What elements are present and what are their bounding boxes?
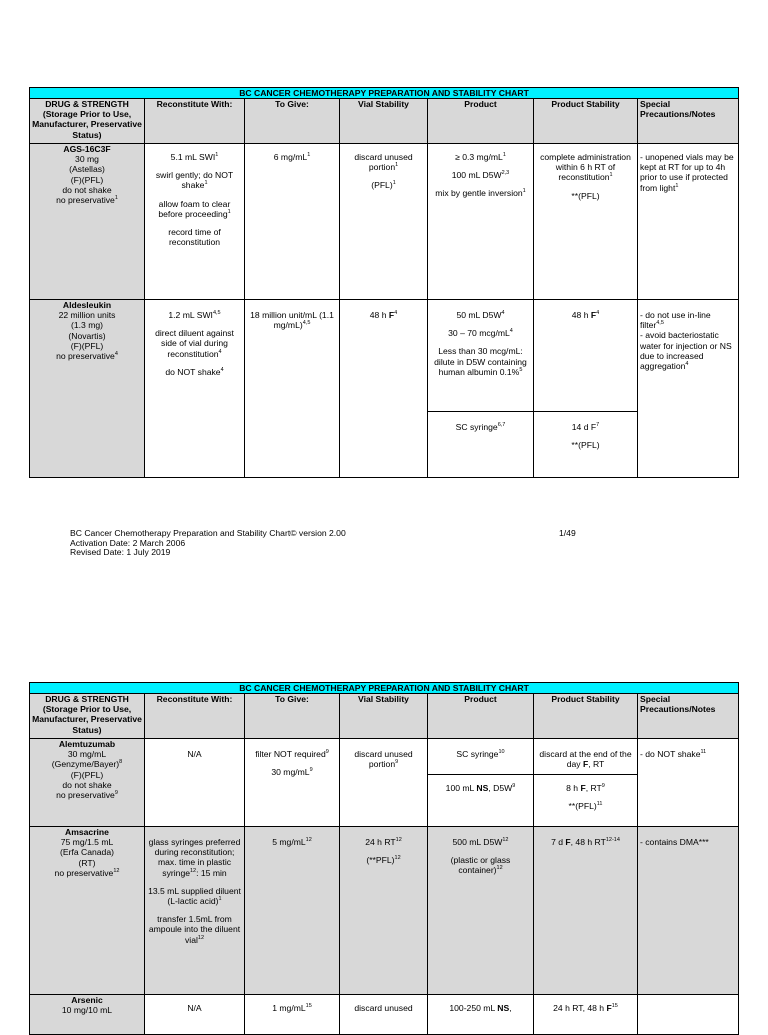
- footer-revised-date: Revised Date: 1 July 2019: [70, 547, 171, 558]
- vial-text: discard unused portion: [354, 152, 413, 173]
- footer-activation-date: Activation Date: 2 March 2006: [70, 537, 186, 548]
- product-cell: SC syringe$^{10}$: [428, 739, 534, 775]
- header-product-stability: Product Stability: [534, 694, 638, 739]
- notes-text: - unopened vials may be kept at RT for up to 4h prior to use if protected from light: [640, 152, 734, 193]
- drug-manufacturer: (Novartis): [68, 330, 106, 341]
- drug-strength: 30 mg: [75, 154, 99, 165]
- drug-strength: 10 mg/10 mL: [61, 1005, 113, 1016]
- product-cell: 50 mL $D5W^4$ 30 – 70 mcg/$mL^4$ Less than 30 mcg/mL: dilute in D5W containing human albumin 0.1%$^5$: [428, 300, 534, 412]
- stability-text: **(PFL): [571, 440, 600, 451]
- recon-text: N/A: [187, 749, 202, 759]
- drug-strength: (1.3 mg): [71, 320, 103, 331]
- table-row: [30, 739, 739, 775]
- vial-text: (PFL): [371, 180, 393, 191]
- notes-cell: - unopened vials may be kept at RT for up to 4h prior to use if protected from light$^1$: [638, 144, 739, 300]
- recon-text: do NOT shake: [165, 366, 221, 377]
- vial-text: (**PFL): [366, 855, 395, 866]
- product-text: SC syringe: [456, 749, 499, 759]
- stability-text: 7 d: [551, 837, 564, 847]
- drug-strength: 75 mg/1.5 mL: [60, 837, 114, 848]
- vial-cell: 48 h $F^4$: [340, 300, 428, 478]
- chart-table-page-2: [29, 682, 739, 1035]
- stability-text: **(PFL): [568, 801, 597, 812]
- reconstitute-cell: [145, 995, 245, 1035]
- header-vial-stability: Vial Stability: [340, 694, 428, 739]
- to-give-cell: 6 $mg/mL^1$: [245, 144, 340, 300]
- stability-text: **(PFL): [571, 190, 600, 201]
- to-give-cell: 5 $mg/mL^{12}$: [245, 827, 340, 995]
- reconstitute-cell: [145, 739, 245, 827]
- to-give-text: 6 mg/mL: [273, 152, 308, 162]
- drug-name: Aldesleukin: [62, 300, 112, 310]
- header-drug: DRUG & STRENGTH (Storage Prior to Use, Manufacturer, Preservative Status): [30, 99, 145, 144]
- drug-storage: (F)(PFL): [70, 769, 104, 780]
- recon-text: 5.1 mL SWI: [170, 152, 216, 162]
- product-cell: SC syringe$^{6,7}$: [428, 412, 534, 478]
- to-give-text: 5 mg/mL: [272, 837, 306, 847]
- stability-text: discard at the end of the day: [539, 749, 632, 770]
- vial-text: discard unused: [354, 1003, 413, 1013]
- product-cell: 500 mL $D5W^{12}$ (plastic or glass container)$^{12}$: [428, 827, 534, 995]
- reconstitute-cell: 1.2 mL SWI$^{4,5}$ direct diluent against side of vial during reconstitution$^4$ do NOT shake$^4$: [145, 300, 245, 478]
- stability-text: 8 h: [566, 783, 579, 793]
- header-product: Product: [428, 694, 534, 739]
- recon-text: : 15 min: [196, 867, 227, 878]
- page-number: 1/49: [559, 528, 576, 538]
- product-text: ≥ 0.3 mg/mL: [455, 152, 503, 162]
- product-stability-cell: 8 h F, $RT^9$ **(PFL)$^{11}$: [534, 775, 638, 827]
- to-give-text: 18 million unit/mL (1.1 mg/mL): [250, 310, 334, 331]
- product-text: (plastic or glass container): [450, 855, 511, 876]
- vial-cell: [340, 995, 428, 1035]
- product-stability-cell: 48 h $F^4$: [534, 300, 638, 412]
- drug-cell: AGS-16C3F 30 mg (Astellas) (F)(PFL) do not shake no preservative$^1$: [30, 144, 145, 300]
- drug-cell: Aldesleukin 22 million units (1.3 mg) (Novartis) (F)(PFL) no preservative$^4$: [30, 300, 145, 478]
- product-stability-cell: complete administration within 6 h RT of reconstitution$^1$ **(PFL): [534, 144, 638, 300]
- drug-cell: Alemtuzumab 30 mg/mL (Genzyme/Bayer)$^8$ (F)(PFL) do not shake no preservative$^9$: [30, 739, 145, 827]
- product-text: 100 mL: [445, 783, 475, 793]
- drug-preservative: no preservative: [56, 790, 115, 801]
- table-row: [30, 144, 739, 300]
- vial-cell: discard unused portion$^9$: [340, 739, 428, 827]
- header-to-give: To Give:: [245, 99, 340, 144]
- drug-strength: 30 mg/mL: [67, 749, 107, 760]
- drug-storage: (RT): [78, 857, 96, 868]
- drug-manufacturer: (Genzyme/Bayer): [51, 759, 120, 770]
- drug-note: do not shake: [62, 779, 112, 790]
- recon-text: N/A: [187, 1003, 202, 1013]
- notes-text: - avoid bacteriostatic water for injection or NS due to increased aggregation: [640, 330, 732, 372]
- table-row: [30, 300, 739, 412]
- header-product-stability: Product Stability: [534, 99, 638, 144]
- vial-text: discard unused portion: [354, 749, 413, 770]
- drug-manufacturer: (Erfa Canada): [60, 847, 114, 858]
- to-give-text: 1 mg/mL: [272, 1003, 306, 1013]
- recon-text: direct diluent against side of vial during reconstitution: [155, 328, 234, 359]
- product-text: 500 mL D5W: [452, 837, 503, 847]
- stability-text: 14 d F: [571, 422, 597, 432]
- table-title: BC CANCER CHEMOTHERAPY PREPARATION AND STABILITY CHART: [30, 88, 739, 99]
- notes-cell: - do not use in-line filter$^{4,5}$ - avoid bacteriostatic water for injection or NS due to increased aggregation$^4$: [638, 300, 739, 478]
- drug-preservative: no preservative: [56, 351, 115, 362]
- product-cell: ≥ 0.3 $mg/mL^1$ 100 mL $D5W^{2,3}$ mix by gentle inversion$^1$: [428, 144, 534, 300]
- drug-name: AGS-16C3F: [63, 144, 111, 154]
- recon-text: 1.2 mL SWI: [168, 310, 213, 320]
- header-reconstitute: Reconstitute With:: [145, 694, 245, 739]
- drug-manufacturer: (Astellas): [69, 164, 105, 175]
- product-cell: 100-250 mL NS,: [428, 995, 534, 1035]
- recon-text: allow foam to clear before proceeding: [158, 198, 231, 219]
- drug-cell: [30, 995, 145, 1035]
- drug-strength: 22 million units: [58, 310, 116, 321]
- vial-text: 24 h RT: [365, 837, 396, 847]
- drug-preservative: no preservative: [56, 195, 115, 206]
- reconstitute-cell: 5.1 mL SWI$^1$ swirl gently; do NOT shake$^1$ allow foam to clear before proceeding$^1$ record time of reconstitution: [145, 144, 245, 300]
- recon-text: swirl gently; do NOT shake: [155, 170, 234, 191]
- product-stability-cell: 24 h RT, 48 h $F^{15}$: [534, 995, 638, 1035]
- product-text: 30 – 70 mcg/mL: [448, 328, 510, 339]
- vial-cell: 24 h RT$^{12}$ $(**PFL)^{12}$: [340, 827, 428, 995]
- notes-cell: [638, 995, 739, 1035]
- vial-text: 48 h: [369, 310, 387, 320]
- header-notes: Special Precautions/Notes: [638, 694, 739, 739]
- header-reconstitute: Reconstitute With:: [145, 99, 245, 144]
- reconstitute-cell: glass syringes preferred during reconstitution; max. time in plastic syringe$^{12}$: 15 min 13.5 mL supplied diluent (L-lactic acid)$^1$ transfer 1.5mL from ampoule into the diluent vial$^{12}$: [145, 827, 245, 995]
- product-text: SC syringe: [455, 422, 498, 432]
- notes-text: - contains DMA***: [640, 837, 709, 847]
- to-give-cell: 18 million unit/mL (1.1 mg/mL)$^{4,5}$: [245, 300, 340, 478]
- notes-cell: - do NOT shake$^{11}$: [638, 739, 739, 827]
- recon-text: 13.5 mL supplied diluent (L-lactic acid): [148, 885, 241, 907]
- stability-text: 48 h: [571, 310, 589, 320]
- drug-name: Amsacrine: [65, 827, 109, 837]
- stability-text: complete administration within 6 h RT of reconstitution: [540, 152, 631, 183]
- header-notes: Special Precautions/Notes: [638, 99, 739, 144]
- to-give-cell: filter NOT required$^9$ 30 $mg/mL^9$: [245, 739, 340, 827]
- header-drug: DRUG & STRENGTH (Storage Prior to Use, Manufacturer, Preservative Status): [30, 694, 145, 739]
- header-product: Product: [428, 99, 534, 144]
- header-vial-stability: Vial Stability: [340, 99, 428, 144]
- drug-storage: (F)(PFL): [70, 340, 104, 351]
- to-give-text: 30 mg/mL: [271, 767, 310, 778]
- product-stability-cell: 14 d $F^7$ **(PFL): [534, 412, 638, 478]
- vial-cell: discard unused portion$^1$ (PFL)$^1$: [340, 144, 428, 300]
- drug-cell: Amsacrine 75 mg/1.5 mL (Erfa Canada) (RT) no preservative$^{12}$: [30, 827, 145, 995]
- table-row: [30, 995, 739, 1035]
- drug-name: Arsenic: [71, 995, 103, 1005]
- notes-cell: [638, 827, 739, 995]
- product-cell: 100 mL NS, $D5W^9$: [428, 775, 534, 827]
- product-text: 100-250 mL: [449, 1003, 495, 1013]
- product-text: Less than 30 mcg/mL: dilute in D5W containing human albumin 0.1%: [434, 346, 527, 377]
- product-text: mix by gentle inversion: [435, 188, 523, 199]
- header-to-give: To Give:: [245, 694, 340, 739]
- product-text: 50 mL D5W: [456, 310, 502, 320]
- drug-name: Alemtuzumab: [58, 739, 116, 749]
- product-stability-cell: 7 d F, 48 h RT$^{12-14}$: [534, 827, 638, 995]
- drug-note: do not shake: [62, 184, 112, 195]
- recon-text: record time of reconstitution: [168, 227, 221, 248]
- to-give-cell: 1 $mg/mL^{15}$: [245, 995, 340, 1035]
- product-text: 100 mL D5W: [451, 170, 502, 181]
- page-footer: [70, 529, 590, 558]
- recon-text: transfer 1.5mL from ampoule into the diluent vial: [148, 914, 241, 945]
- table-title: BC CANCER CHEMOTHERAPY PREPARATION AND STABILITY CHART: [30, 683, 739, 694]
- table-row: [30, 827, 739, 995]
- chart-table-page-1: [29, 87, 739, 478]
- drug-preservative: no preservative: [54, 867, 114, 878]
- drug-storage: (F)(PFL): [70, 174, 104, 185]
- product-stability-cell: discard at the end of the day F, RT: [534, 739, 638, 775]
- notes-text: - do NOT shake: [640, 749, 701, 759]
- footer-version: BC Cancer Chemotherapy Preparation and Stability Chart© version 2.00: [70, 528, 346, 538]
- stability-text: 24 h RT, 48 h: [553, 1003, 605, 1013]
- notes-text: - do not use in-line filter: [640, 310, 711, 331]
- to-give-text: filter NOT required: [255, 749, 326, 759]
- recon-text: glass syringes preferred during reconstitution; max. time in plastic syringe: [148, 837, 241, 878]
